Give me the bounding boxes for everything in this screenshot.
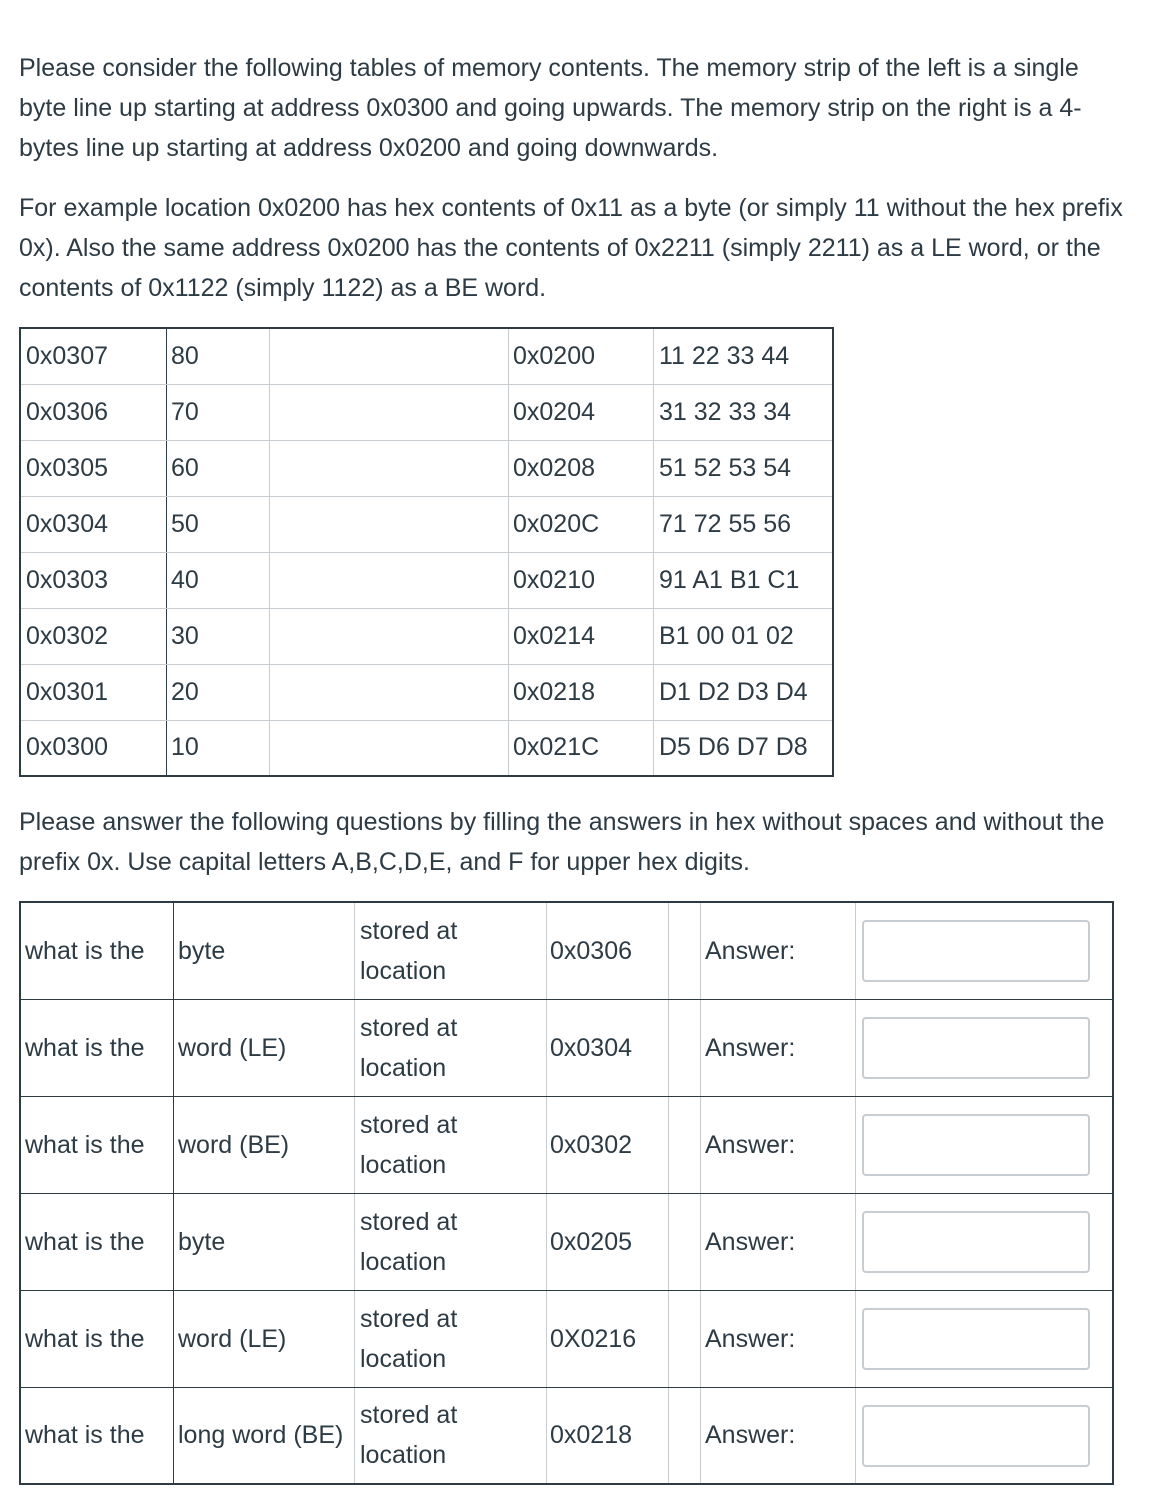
question-prefix: what is the (20, 902, 174, 999)
empty-cell (669, 1387, 701, 1484)
question-stored-at: stored at location (355, 1096, 547, 1193)
question-prefix: what is the (20, 1193, 174, 1290)
word-value: 51 52 53 54 (654, 440, 834, 496)
question-address: 0x0205 (547, 1193, 669, 1290)
byte-value: 60 (167, 440, 270, 496)
word-address: 0x0208 (509, 440, 654, 496)
answer-label: Answer: (701, 999, 856, 1096)
byte-address: 0x0301 (20, 664, 167, 720)
question-address: 0x0304 (547, 999, 669, 1096)
empty-cell (270, 440, 509, 496)
byte-value: 70 (167, 384, 270, 440)
word-address: 0x0210 (509, 552, 654, 608)
word-value: 31 32 33 34 (654, 384, 834, 440)
byte-value: 50 (167, 496, 270, 552)
empty-cell (669, 1096, 701, 1193)
question-address: 0x0218 (547, 1387, 669, 1484)
question-kind: byte (174, 902, 355, 999)
empty-cell (270, 384, 509, 440)
empty-cell (270, 496, 509, 552)
word-address: 0x0214 (509, 608, 654, 664)
question-kind: word (LE) (174, 1290, 355, 1387)
memory-row (20, 328, 833, 384)
answer-label: Answer: (701, 1290, 856, 1387)
empty-cell (669, 999, 701, 1096)
instructions-paragraph: Please answer the following questions by filling the answers in hex without spaces and without the prefix 0x. Use capital letters A,B,C,D,E, and F for upper hex digits. (19, 808, 1105, 876)
intro-paragraph-1: Please consider the following tables of memory contents. The memory strip of the left is a single byte line up starting at address 0x0300 and going upwards. The memory strip on the right is a 4-bytes line up starting at address 0x0200 and going downwards. (19, 54, 1082, 162)
question-address: 0X0216 (547, 1290, 669, 1387)
question-row (20, 999, 1113, 1096)
word-value: B1 00 01 02 (654, 608, 834, 664)
question-stored-at: stored at location (355, 1290, 547, 1387)
empty-cell (270, 608, 509, 664)
word-value: 71 72 55 56 (654, 496, 834, 552)
question-kind: word (LE) (174, 999, 355, 1096)
question-row (20, 902, 1113, 999)
memory-row (20, 720, 833, 776)
memory-row (20, 608, 833, 664)
question-prefix: what is the (25, 1421, 145, 1450)
byte-value: 80 (167, 328, 270, 384)
question-prefix: what is the (20, 999, 174, 1096)
empty-cell (669, 1290, 701, 1387)
question-stored-at: stored at location (355, 1387, 547, 1484)
word-address: 0x0204 (509, 384, 654, 440)
byte-value: 20 (167, 664, 270, 720)
question-address: 0x0302 (547, 1096, 669, 1193)
word-address: 0x020C (509, 496, 654, 552)
empty-cell (270, 552, 509, 608)
answer-input[interactable] (862, 1405, 1090, 1467)
memory-row (20, 384, 833, 440)
empty-cell (270, 328, 509, 384)
answer-cell (856, 902, 1114, 999)
answer-label: Answer: (701, 902, 856, 999)
answer-input[interactable] (862, 1308, 1090, 1370)
question-prefix: what is the (20, 1096, 174, 1193)
question-row (20, 1387, 1113, 1484)
answer-cell (856, 1193, 1114, 1290)
byte-address: 0x0306 (20, 384, 167, 440)
byte-address: 0x0304 (20, 496, 167, 552)
question-kind: byte (174, 1193, 355, 1290)
question-stored-at: stored at location (355, 999, 547, 1096)
answer-input[interactable] (862, 1017, 1090, 1079)
answer-input[interactable] (862, 920, 1090, 982)
question-row (20, 1290, 1113, 1387)
question-kind: long word (BE) (174, 1387, 355, 1484)
word-value: 91 A1 B1 C1 (654, 552, 834, 608)
question-stored-at: stored at location (355, 902, 547, 999)
answer-label: Answer: (701, 1193, 856, 1290)
word-value: D1 D2 D3 D4 (654, 664, 834, 720)
answer-label: Answer: (701, 1096, 856, 1193)
answer-label: Answer: (701, 1387, 856, 1484)
question-row (20, 1193, 1113, 1290)
word-address: 0x0218 (509, 664, 654, 720)
word-value: 11 22 33 44 (654, 328, 834, 384)
question-address: 0x0306 (547, 902, 669, 999)
empty-cell (669, 902, 701, 999)
empty-cell (270, 664, 509, 720)
memory-row (20, 552, 833, 608)
empty-cell (270, 720, 509, 776)
byte-value: 10 (167, 720, 270, 776)
word-value: D5 D6 D7 D8 (654, 720, 834, 776)
memory-row (20, 496, 833, 552)
answer-input[interactable] (862, 1211, 1090, 1273)
empty-cell (669, 1193, 701, 1290)
word-address: 0x0200 (509, 328, 654, 384)
questions-table (19, 901, 1114, 1485)
answer-cell (856, 1290, 1114, 1387)
word-address: 0x021C (509, 720, 654, 776)
byte-address: 0x0305 (20, 440, 167, 496)
byte-value: 40 (167, 552, 270, 608)
byte-value: 30 (167, 608, 270, 664)
question-stored-at: stored at location (355, 1193, 547, 1290)
byte-address: 0x0303 (20, 552, 167, 608)
byte-address: 0x0302 (20, 608, 167, 664)
question-prefix: what is the (20, 1290, 174, 1387)
memory-row (20, 440, 833, 496)
answer-cell (856, 1387, 1114, 1484)
memory-row (20, 664, 833, 720)
answer-cell (856, 999, 1114, 1096)
byte-address: 0x0300 (20, 720, 167, 776)
memory-table (19, 327, 834, 777)
question-row (20, 1096, 1113, 1193)
answer-input[interactable] (862, 1114, 1090, 1176)
byte-address: 0x0307 (20, 328, 167, 384)
answer-cell (856, 1096, 1114, 1193)
intro-paragraph-2: For example location 0x0200 has hex contents of 0x11 as a byte (or simply 11 without the hex prefix 0x). Also the same address 0x0200 has the contents of 0x2211 (simply 2211) as a LE word, or the contents of 0x1122 (simply 1122) as a BE word. (19, 194, 1123, 302)
question-kind: word (BE) (174, 1096, 355, 1193)
